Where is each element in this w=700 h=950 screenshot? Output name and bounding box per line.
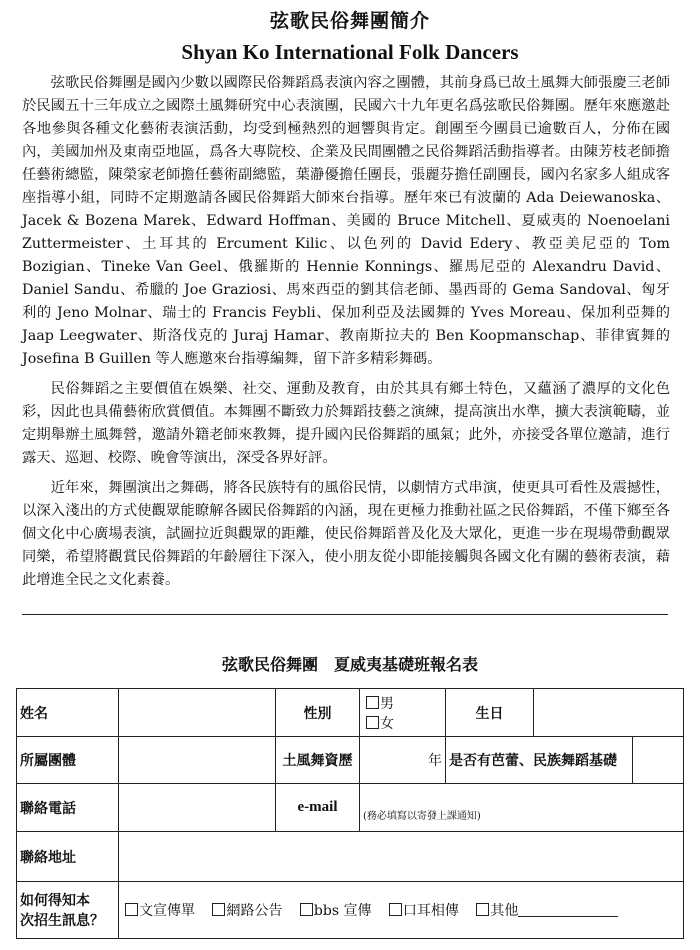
source-option-label: 口耳相傳	[402, 903, 459, 919]
form-title-org: 弦歌民俗舞團	[221, 655, 318, 674]
email-label: e-mail	[297, 799, 338, 815]
checkbox-icon[interactable]	[125, 903, 138, 916]
gender-female-option[interactable]	[363, 716, 394, 732]
name-label: 姓名	[17, 689, 119, 737]
form-title-class: 夏威夷基礎班報名表	[334, 655, 479, 674]
ballet-label: 是否有芭蕾、民族舞蹈基礎	[446, 737, 633, 784]
birthday-label: 生日	[446, 689, 534, 737]
address-field[interactable]	[119, 832, 684, 882]
intro-paragraph: 近年來，舞團演出之舞碼，將各民族特有的風俗民情，以劇情方式串演，使更具可看性及震撼性，以深入淺出的方式使觀眾能瞭解各國民俗舞蹈的內涵，現在更極力推動社區之民俗舞蹈，不僅下鄉至各個文化中心廣場表演，試圖拉近與觀眾的距離，使民俗舞蹈普及化及大眾化，更進一步在現場帶動觀眾同樂，希望將觀賞民俗舞蹈的年齡層往下深入，使小朋友從小即能接觸與各國文化有關的藝術表演，藉此增進全民之文化素養。	[22, 480, 670, 588]
source-label-line-2: 次招生訊息？	[20, 913, 104, 929]
checkbox-icon[interactable]	[366, 696, 379, 709]
email-note: (務必填寫以寄發上課通知)	[363, 811, 481, 822]
gender-female-label: 女	[380, 715, 394, 732]
email-label-cell	[276, 784, 360, 832]
phone-field[interactable]	[119, 784, 276, 832]
source-option-label: bbs 宣傳	[313, 903, 372, 919]
page-title: 弦歌民俗舞團簡介	[269, 10, 430, 32]
intro-section	[22, 72, 670, 599]
source-option-web[interactable]	[209, 903, 282, 919]
source-options	[119, 882, 684, 939]
other-blank-line[interactable]	[518, 904, 618, 917]
birthday-field[interactable]	[534, 689, 684, 737]
email-field[interactable]	[360, 784, 684, 832]
page-subtitle: Shyan Ko International Folk Dancers	[181, 40, 519, 64]
form-row-name	[17, 689, 684, 737]
source-option-flyer[interactable]	[122, 903, 195, 919]
group-field[interactable]	[119, 737, 276, 784]
source-option-label: 其他	[490, 903, 519, 919]
checkbox-icon[interactable]	[366, 716, 379, 729]
source-option-word-of-mouth[interactable]	[386, 903, 459, 919]
gender-options	[360, 689, 446, 737]
address-label: 聯絡地址	[17, 832, 119, 882]
source-label	[17, 882, 119, 939]
form-row-source	[17, 882, 684, 939]
source-option-bbs[interactable]	[297, 903, 372, 919]
name-field[interactable]	[119, 689, 276, 737]
checkbox-icon[interactable]	[212, 903, 225, 916]
phone-label: 聯絡電話	[17, 784, 119, 832]
source-label-line-1: 如何得知本	[20, 893, 90, 909]
folk-years-label: 土風舞資歷	[276, 737, 360, 784]
divider	[22, 614, 668, 615]
checkbox-icon[interactable]	[476, 903, 489, 916]
form-title	[0, 652, 700, 675]
intro-paragraph: 民俗舞蹈之主要價值在娛樂、社交、運動及教育，由於其具有鄉土特色，又蘊涵了濃厚的文化色彩，因此也具備藝術欣賞價值。本舞團不斷致力於舞蹈技藝之演練，提高演出水準，擴大表演範疇，並定期舉辦土風舞營，邀請外籍老師來教舞，提升國內民俗舞蹈的風氣；此外，亦接受各單位邀請，進行露天、巡迴、校際、晚會等演出，深受各界好評。	[22, 381, 670, 466]
ballet-field[interactable]	[633, 737, 684, 784]
source-option-other[interactable]	[473, 903, 618, 919]
form-row-address	[17, 832, 684, 882]
group-label: 所屬團體	[17, 737, 119, 784]
form-row-group	[17, 737, 684, 784]
intro-paragraph: 弦歌民俗舞團是國內少數以國際民俗舞蹈爲表演內容之團體，其前身爲已故土風舞大師張慶三老師於民國五十三年成立之國際土風舞研究中心表演團，民國六十九年更名爲弦歌民俗舞團。歷年來應邀赴各地參與各種文化藝術表演活動，均受到極熱烈的迴響與肯定。創團至今團員已逾數百人，分佈在國內，美國加州及東南亞地區，爲各大專院校、企業及民間團體之民俗舞蹈活動指導者。由陳芳枝老師擔任藝術總監，陳榮家老師擔任藝術副總監，葉瀞優擔任團長，張麗芬擔任副團長，國內名家多人組成客座指導小組，同時不定期邀請各國民俗舞蹈大師來台指導。歷年來已有波蘭的 Ada Deiewanoska、Jacek & Bozena Marek、Edward Hoffman、美國的 Bruce Mitchell、夏威夷的 Noenoelani Zuttermeister、土耳其的 Ercument Kilic、以色列的 David Edery、教亞美尼亞的 Tom Bozigian、Tineke Van Geel、俄羅斯的 Hennie Konnings、羅馬尼亞的 Alexandru David、Daniel Sandu、希臘的 Joe Graziosi、馬來西亞的劉其信老師、墨西哥的 Gema Sandoval、匈牙利的 Jeno Molnar、瑞士的 Francis Feybli、保加利亞及法國舞的 Yves Moreau、保加利亞舞的 Jaap Leegwater、斯洛伐克的 Juraj Hamar、教南斯拉夫的 Ben Koopmanschap、菲律賓舞的 Josefina B Guillen 等人應邀來台指導編舞，留下許多精彩舞碼。	[22, 75, 670, 367]
checkbox-icon[interactable]	[389, 903, 402, 916]
folk-years-field[interactable]	[360, 737, 446, 784]
gender-male-option[interactable]	[363, 696, 394, 712]
registration-form	[16, 688, 684, 939]
form-row-phone	[17, 784, 684, 832]
gender-male-label: 男	[380, 695, 394, 712]
checkbox-icon[interactable]	[300, 903, 313, 916]
source-option-label: 文宣傳單	[139, 903, 195, 919]
source-option-label: 網路公告	[226, 903, 283, 919]
year-unit: 年	[428, 753, 442, 769]
gender-label: 性別	[276, 689, 360, 737]
